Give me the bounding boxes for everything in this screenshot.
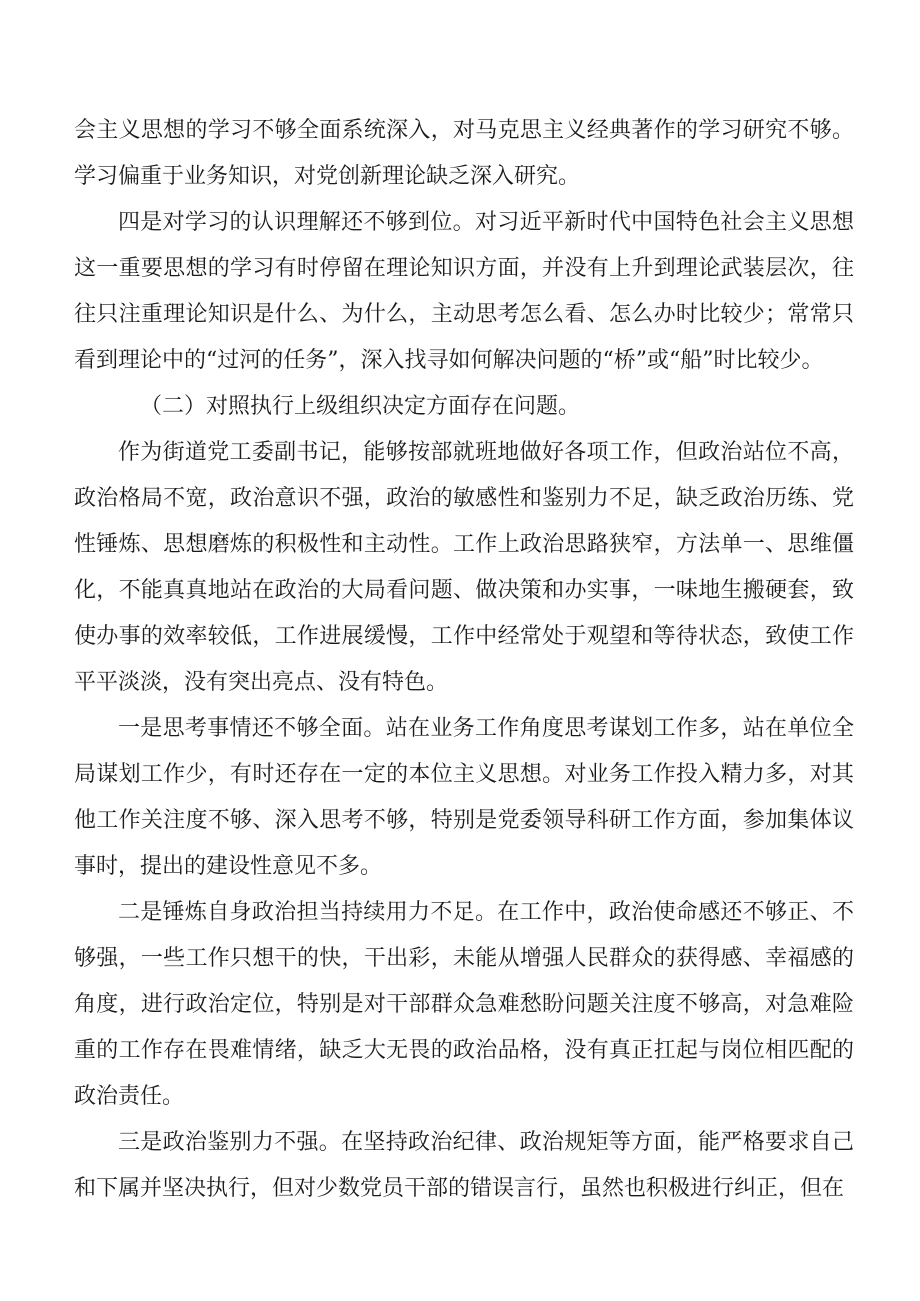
- paragraph-point-three: 三是政治鉴别力不强。在坚持政治纪律、政治规矩等方面，能严格要求自己和下属并坚决执行，但对少数党员干部的错误言行，虽然也积极进行纠正，但在: [74, 1130, 854, 1201]
- paragraph-role-overview: 作为街道党工委副书记，能够按部就班地做好各项工作，但政治站位不高，政治格局不宽，政治意识不强，政治的敏感性和鉴别力不足，缺乏政治历练、党性锤炼、思想磨炼的积极性和主动性。工作上政治思路狭窄，方法单一、思维僵化，不能真真地站在政治的大局看问题、做决策和办实事，一味地生搬硬套，致使办事的效率较低，工作进展缓慢，工作中经常处于观望和等待状态，致使工作平平淡淡，没有突出亮点、没有特色。: [74, 440, 854, 695]
- paragraph-continuation: 会主义思想的学习不够全面系统深入，对马克思主义经典著作的学习研究不够。学习偏重于业务知识，对党创新理论缺乏深入研究。: [74, 118, 854, 189]
- section-heading-two: （二）对照执行上级组织决定方面存在问题。: [140, 394, 581, 419]
- document-body: [74, 108, 854, 1212]
- paragraph-point-four: 四是对学习的认识理解还不够到位。对习近平新时代中国特色社会主义思想这一重要思想的学习有时停留在理论知识方面，并没有上升到理论武装层次，往往只注重理论知识是什么、为什么，主动思考怎么看、怎么办时比较少；常常只看到理论中的“过河的任务”，深入找寻如何解决问题的“桥”或“船”时比较少。: [74, 210, 854, 373]
- paragraph-point-two: 二是锤炼自身政治担当持续用力不足。在工作中，政治使命感还不够正、不够强，一些工作只想干的快，干出彩，未能从增强人民群众的获得感、幸福感的角度，进行政治定位，特别是对干部群众急难愁盼问题关注度不够高，对急难险重的工作存在畏难情绪，缺乏大无畏的政治品格，没有真正扛起与岗位相匹配的政治责任。: [74, 900, 854, 1109]
- paragraph-point-one: 一是思考事情还不够全面。站在业务工作角度思考谋划工作多，站在单位全局谋划工作少，有时还存在一定的本位主义思想。对业务工作投入精力多，对其他工作关注度不够、深入思考不够，特别是党委领导科研工作方面，参加集体议事时，提出的建设性意见不多。: [74, 716, 854, 879]
